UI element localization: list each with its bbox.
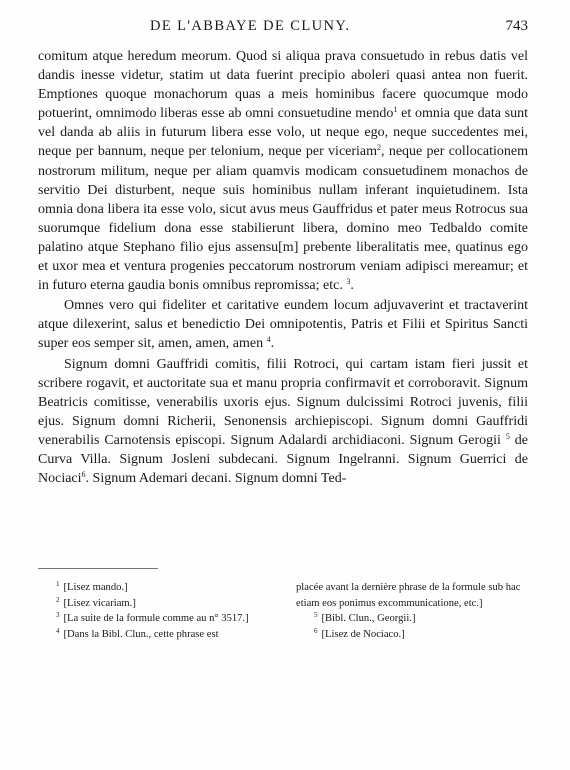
footnote <box>38 580 270 596</box>
footnote-ref-1: 1 <box>393 105 398 115</box>
footnote <box>38 596 270 612</box>
paragraph-1 <box>38 47 528 295</box>
text-run: comitum atque heredum meorum. Quod si aliqua prava consuetudo in rebus datis vel dandis inesse videtur, statim ut data fuerint precipio aboleri quasi antea non fuerit. Emptiones quoque monachorum quas a meis hominibus facere quocumque modo potuerint, omnimodo liberas esse ab omni consuetudine mendo <box>38 49 528 122</box>
footnote-ref-3: 3 <box>346 277 351 287</box>
footnote <box>296 611 528 627</box>
footnote-text: [La suite de la formule comme au n° 3517.] <box>63 613 249 625</box>
footnote-text: [Bibl. Clun., Georgii.] <box>321 613 416 625</box>
text-run: . Signum Ademari decani. Signum domni Ted- <box>85 471 347 487</box>
paragraph-2 <box>38 296 528 353</box>
footnote-ref-4: 4 <box>266 335 271 345</box>
main-text <box>38 47 528 488</box>
running-title: DE L'ABBAYE DE CLUNY. <box>150 18 351 34</box>
paragraph-3 <box>38 355 528 489</box>
text-run: . <box>270 336 275 352</box>
footnote-number: 2 <box>56 595 60 604</box>
text-run: et omnia que data sunt vel danda ab aliis in futurum libera esse volo, ut neque ego, neque succedentes mei, neque per bannum, neque per telonium, neque per viceriam <box>38 106 528 160</box>
running-head <box>60 18 528 38</box>
text-run: . <box>350 278 354 294</box>
footnote-text: [Dans la Bibl. Clun., cette phrase est <box>63 628 219 640</box>
footnote-text: [Lisez vicariam.] <box>63 597 136 609</box>
footnotes-right-column <box>296 580 528 642</box>
footnote-rule <box>38 568 528 569</box>
text-run: , neque per collocationem nostrorum militum, neque per aliam quamvis modicam consuetudinem monachos de servitio Dei disturbent, neque suis hominibus nullam inferant inquietudinem. Ista omnia dona libera ita esse volo, sicut avus meus Gauffridus et pater meus Rotrocus sua suorumque fidelium dona esse stabilierunt libera, domino meo Tedbaldo comite palatino atque Stephano filio ejus assensu[m] prebente liberalitatis mee, quatinus ego et uxor mea et ventura progenies peccatorum nostrorum veniam adipisci mereamur; et in futuro eterna gaudia bonis omnibus repromissa; etc. <box>38 144 529 294</box>
footnote-ref-2: 2 <box>377 143 382 153</box>
footnote-number: 6 <box>314 626 318 635</box>
footnote-text: [Lisez mando.] <box>63 582 128 593</box>
footnote-ref-5: 5 <box>505 431 510 441</box>
footnotes-left-column <box>38 580 270 642</box>
footnote-number: 4 <box>56 626 60 635</box>
text-run: Signum domni Gauffridi comitis, filii Rotroci, qui cartam istam fieri jussit et scribere rogavit, et auctoritate sua et manu propria confirmavit et corroboravit. Signum Beatricis comitisse, venerabilis uxoris ejus. Signum dulcissimi Rotroci juvenis, filii ejus. Signum domni Richerii, Senonensis archiepiscopi. Signum domni Gauffridi venerabilis Carnotensis episcopi. Signum Adalardi archidiaconi. Signum Gerogii <box>38 356 528 448</box>
footnote <box>296 627 528 643</box>
footnote-text: [Lisez de Nociaco.] <box>321 628 405 640</box>
text-run: de Curva Villa. Signum Josleni subdecani. Signum Ingelranni. Signum Guerrici de Nociaci <box>38 432 528 487</box>
footnote-text: placée avant la dernière phrase de la formule sub hac etiam eos ponimus excommunicatione, etc.] <box>296 582 521 609</box>
footnote-number: 5 <box>314 611 318 620</box>
page-number: 743 <box>505 18 528 34</box>
footnote-continuation <box>296 580 528 611</box>
footnote <box>38 627 270 643</box>
text-run: Omnes vero qui fideliter et caritative eundem locum adjuvaverint et tractaverint atque dilexerint, salus et benedictio Dei omnipotentis, Patris et Filii et Spiritus Sancti super eos semper sit, amen, amen, amen <box>38 298 528 352</box>
footnote-number: 3 <box>56 611 60 620</box>
footnote <box>38 611 270 627</box>
footnote-number: 1 <box>56 580 60 588</box>
footnote-ref-6: 6 <box>81 470 86 480</box>
